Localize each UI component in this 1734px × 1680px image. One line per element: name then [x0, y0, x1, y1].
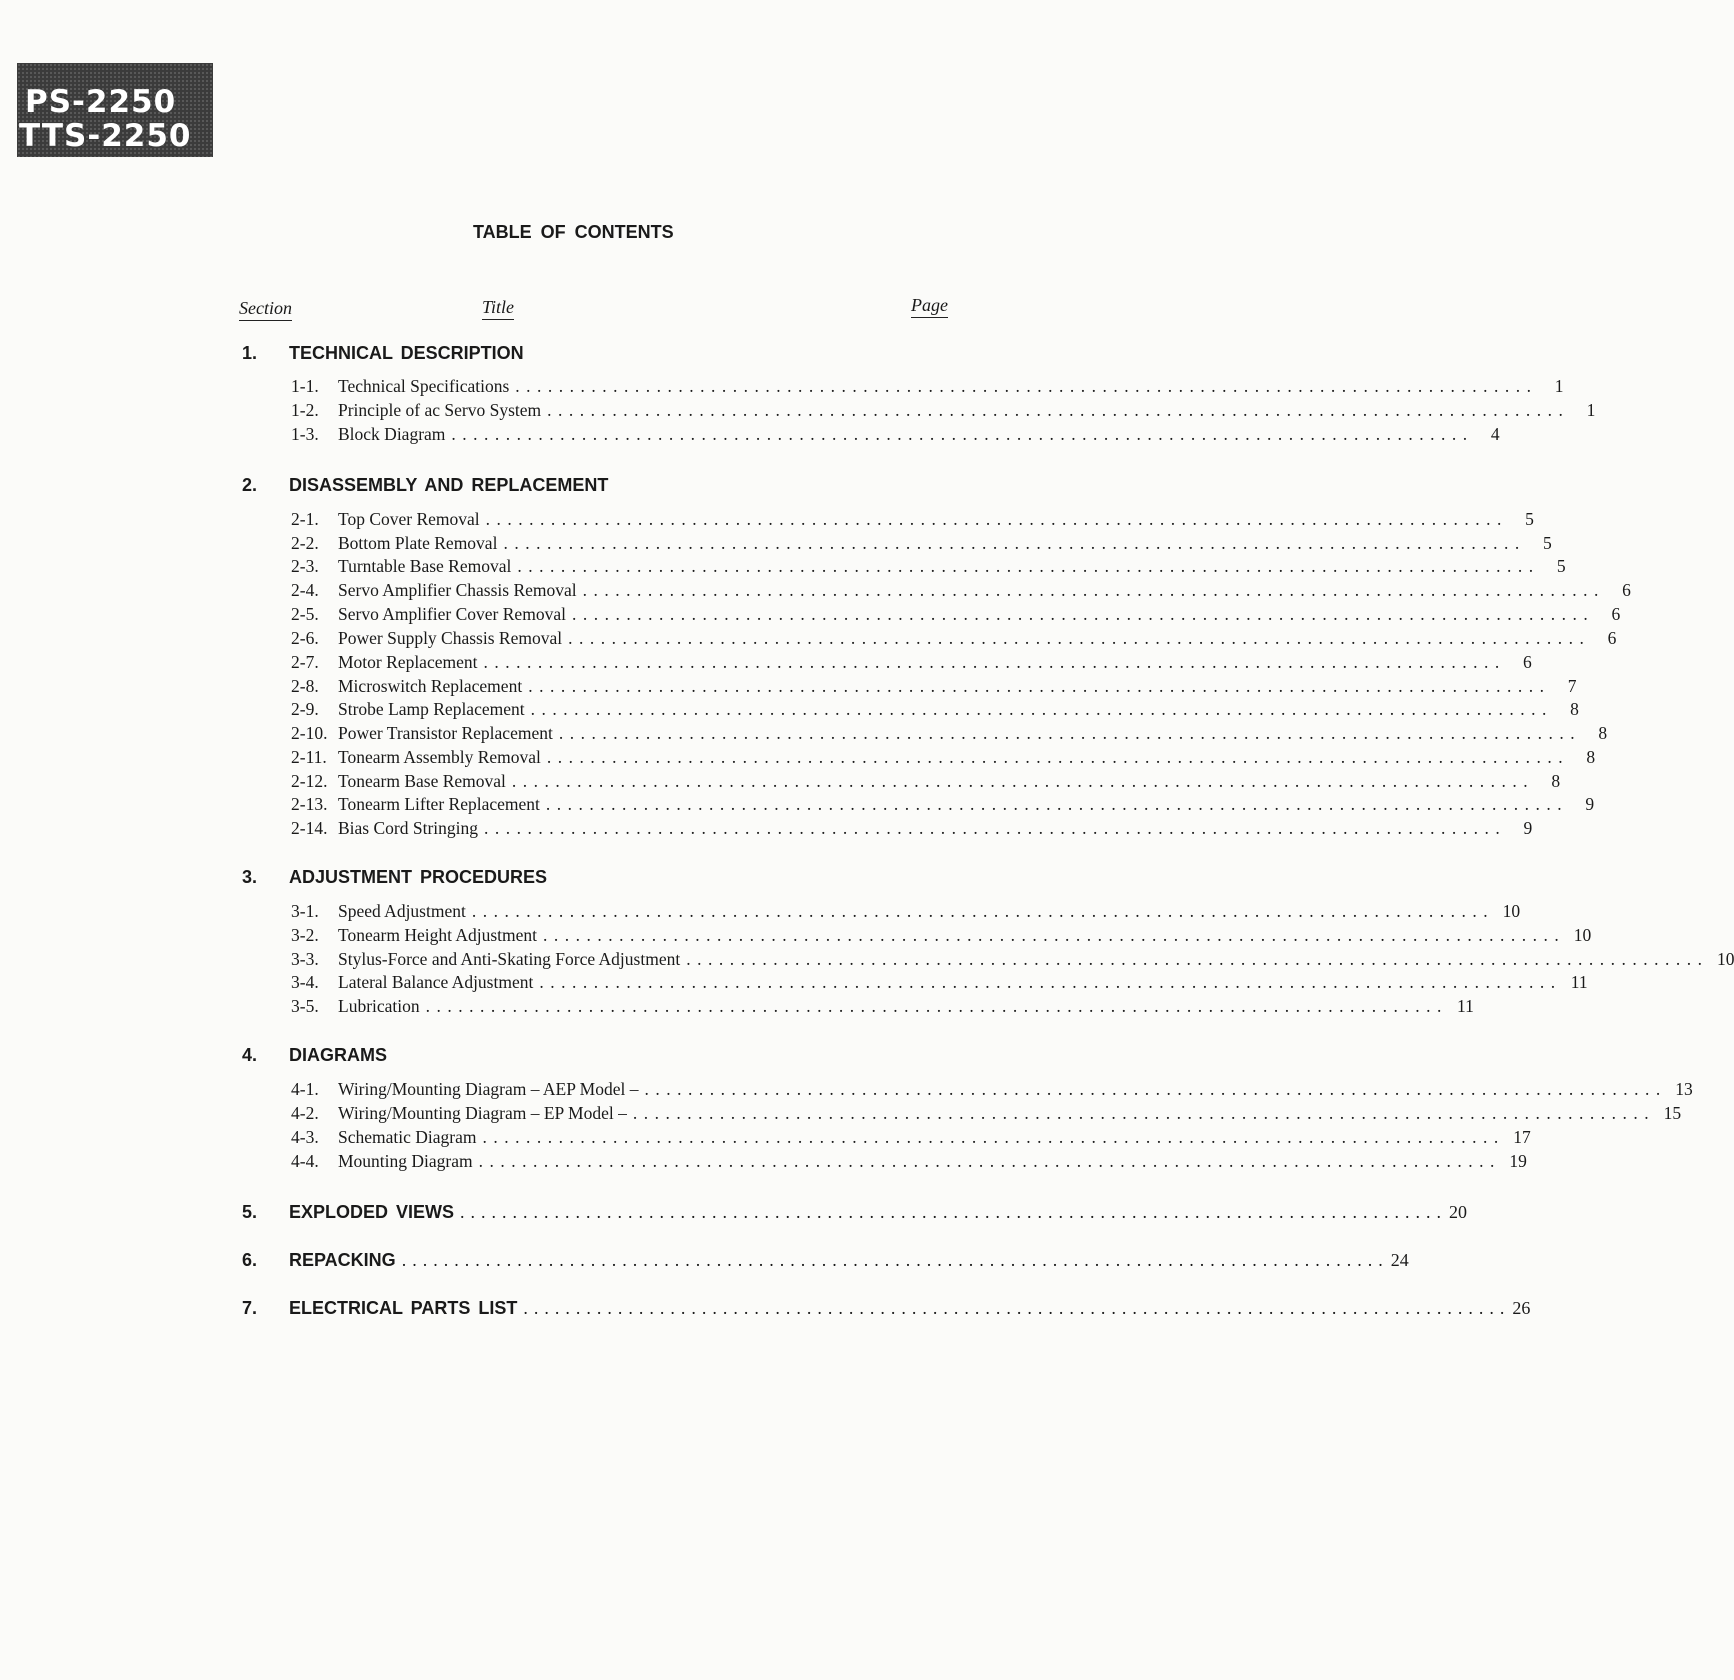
entry-number: 4-2. [291, 1103, 319, 1123]
model-name-tts: TTS-2250 [19, 118, 192, 154]
dot-leader: .............................................................................................. [401, 1250, 1389, 1270]
section-title: DIAGRAMS [289, 1045, 387, 1065]
dot-leader: .............................................................................................. [503, 533, 1526, 553]
entry-number: 4-3. [291, 1127, 319, 1147]
section-heading: 5. EXPLODED VIEWS .............................................................................................. 20 [242, 1202, 960, 1228]
entry-number: 2-9. [291, 699, 319, 719]
dot-leader: .............................................................................................. [478, 1151, 1501, 1171]
page-title: TABLE OF CONTENTS [473, 222, 674, 242]
entry-title: Turntable Base Removal [338, 556, 512, 576]
entry-title: Servo Amplifier Chassis Removal [338, 580, 577, 600]
section-heading [242, 1045, 960, 1071]
dot-leader: .............................................................................................. [515, 376, 1538, 396]
dot-leader: .............................................................................................. [471, 901, 1495, 921]
dot-leader: .............................................................................................. [483, 652, 1506, 672]
entry-page: 6 [1522, 652, 1532, 672]
entry-title: Speed Adjustment [338, 901, 466, 921]
entry-title: Microswitch Replacement [338, 676, 523, 696]
section-heading [242, 343, 960, 369]
entry-title: Wiring/Mounting Diagram – EP Model – [338, 1103, 627, 1123]
entry-page: 15 [1663, 1103, 1682, 1123]
entry-number: 3-5. [291, 996, 319, 1016]
toc-entry [291, 651, 1532, 675]
dot-leader: .............................................................................................. [425, 996, 1448, 1016]
entry-page: 10 [1716, 949, 1734, 969]
entry-page: 11 [1570, 972, 1588, 992]
entry-number: 1-3. [291, 424, 319, 444]
entry-number: 3-1. [291, 901, 319, 921]
dot-leader: .............................................................................................. [460, 1202, 1448, 1222]
entry-page: 6 [1611, 604, 1621, 624]
entry-page: 9 [1523, 818, 1533, 838]
dot-leader: .............................................................................................. [451, 424, 1474, 444]
toc-entry [291, 423, 1500, 447]
entry-page: 10 [1502, 901, 1521, 921]
entry-page: 5 [1556, 556, 1566, 576]
toc-entry [291, 793, 1595, 817]
section-heading [242, 867, 960, 893]
entry-title: Lubrication [338, 996, 420, 1016]
toc-entry [291, 746, 1596, 770]
section-heading: 6. REPACKING .............................................................................................. 24 [242, 1250, 960, 1276]
toc-entry [291, 375, 1564, 399]
entry-number: 2-12. [291, 771, 328, 791]
entry-page: 17 [1513, 1127, 1531, 1147]
entry-page: 8 [1586, 747, 1596, 767]
section-title: REPACKING [289, 1250, 402, 1276]
entry-title: Bias Cord Stringing [338, 818, 479, 838]
entry-number: 1-2. [291, 400, 319, 420]
entry-number: 3-2. [291, 925, 319, 945]
entry-number: 2-11. [291, 747, 327, 767]
toc-entry [291, 971, 1588, 995]
toc-entry [291, 579, 1631, 603]
entry-page: 1 [1554, 376, 1564, 396]
model-badge [17, 63, 213, 157]
toc-entry [291, 627, 1617, 651]
toc-entry [291, 948, 1734, 972]
dot-leader: .............................................................................................. [530, 699, 1553, 719]
entry-title: Schematic Diagram [338, 1127, 477, 1147]
entry-page: 11 [1457, 996, 1474, 1016]
entry-page: 7 [1567, 676, 1577, 696]
entry-title: Tonearm Base Removal [338, 771, 506, 791]
entry-page: 8 [1598, 723, 1608, 743]
entry-title: Motor Replacement [338, 652, 478, 672]
entry-title: Strobe Lamp Replacement [338, 699, 525, 719]
section-number: 2. [242, 475, 258, 495]
entry-title: Block Diagram [338, 424, 446, 444]
section-number: 4. [242, 1045, 258, 1065]
entry-number: 2-4. [291, 580, 319, 600]
entry-title: Principle of ac Servo System [338, 400, 542, 420]
toc-entry [291, 924, 1592, 948]
entry-page: 5 [1542, 533, 1552, 553]
entry-page: 8 [1570, 699, 1579, 719]
entry-page: 13 [1675, 1079, 1693, 1099]
model-name-ps: PS-2250 [25, 84, 177, 120]
dot-leader: .............................................................................................. [546, 747, 1570, 767]
entry-title: Wiring/Mounting Diagram – AEP Model – [338, 1079, 639, 1099]
entry-page: 8 [1551, 771, 1561, 791]
dot-leader: .............................................................................................. [511, 771, 1535, 791]
dot-leader: .............................................................................................. [484, 818, 1507, 838]
dot-leader: .............................................................................................. [644, 1079, 1667, 1099]
dot-leader: .............................................................................................. [543, 925, 1566, 945]
section-heading [242, 475, 960, 501]
section-title: DISASSEMBLY AND REPLACEMENT [289, 475, 609, 495]
entry-title: Top Cover Removal [338, 509, 480, 529]
section-page: 24 [1390, 1250, 1409, 1270]
entry-number: 2-7. [291, 652, 319, 672]
toc-entry [291, 675, 1577, 699]
section-heading: 7. ELECTRICAL PARTS LIST .............................................................................................. 26 [242, 1298, 960, 1324]
entry-page: 6 [1607, 628, 1617, 648]
entry-number: 2-2. [291, 533, 319, 553]
dot-leader: .............................................................................................. [485, 509, 1508, 529]
section-page: 20 [1449, 1202, 1468, 1222]
entry-page: 10 [1573, 925, 1592, 945]
dot-leader: .............................................................................................. [517, 556, 1540, 576]
entry-title: Power Supply Chassis Removal [338, 628, 563, 648]
entry-number: 4-4. [291, 1151, 319, 1171]
toc-entry [291, 399, 1596, 423]
entry-number: 4-1. [291, 1079, 319, 1099]
section-title: TECHNICAL DESCRIPTION [289, 343, 524, 363]
entry-number: 2-13. [291, 794, 328, 814]
column-head-title: Title [482, 297, 514, 320]
section-title: EXPLODED VIEWS [289, 1202, 460, 1228]
dot-leader: .............................................................................................. [582, 580, 1605, 600]
section-number: 1. [242, 343, 258, 363]
dot-leader: .............................................................................................. [686, 949, 1709, 969]
section-number: 3. [242, 867, 258, 887]
entry-title: Tonearm Assembly Removal [338, 747, 541, 767]
entry-number: 3-3. [291, 949, 319, 969]
dot-leader: .............................................................................................. [545, 794, 1569, 814]
entry-title: Power Transistor Replacement [338, 723, 553, 743]
entry-title: Tonearm Height Adjustment [338, 925, 538, 945]
entry-number: 1-1. [291, 376, 319, 396]
toc-entry [291, 508, 1534, 532]
entry-title: Technical Specifications [338, 376, 510, 396]
entry-number: 2-6. [291, 628, 319, 648]
entry-number: 3-4. [291, 972, 319, 992]
entry-title: Lateral Balance Adjustment [338, 972, 534, 992]
entry-page: 9 [1585, 794, 1595, 814]
entry-number: 2-8. [291, 676, 319, 696]
entry-page: 1 [1586, 400, 1596, 420]
entry-page: 5 [1525, 509, 1534, 529]
entry-number: 2-10. [291, 723, 328, 743]
toc-entry [291, 770, 1561, 794]
entry-title: Bottom Plate Removal [338, 533, 498, 553]
dot-leader: .............................................................................................. [568, 628, 1591, 648]
dot-leader: .............................................................................................. [482, 1127, 1505, 1147]
toc-entry [291, 995, 1474, 1019]
entry-number: 2-5. [291, 604, 319, 624]
toc-entry [291, 1126, 1531, 1150]
toc-entry [291, 698, 1579, 722]
toc-entry [291, 603, 1621, 627]
column-head-page: Page [911, 295, 948, 318]
dot-leader: .............................................................................................. [571, 604, 1595, 624]
dot-leader: .............................................................................................. [523, 1298, 1511, 1318]
toc-entry [291, 532, 1552, 556]
dot-leader: .............................................................................................. [558, 723, 1582, 743]
entry-page: 6 [1622, 580, 1631, 600]
entry-title: Stylus-Force and Anti-Skating Force Adjustment [338, 949, 681, 969]
entry-number: 2-1. [291, 509, 319, 529]
toc-entry [291, 1150, 1527, 1174]
entry-page: 4 [1490, 424, 1500, 444]
entry-page: 19 [1509, 1151, 1527, 1171]
toc-entry [291, 1102, 1682, 1126]
dot-leader: .............................................................................................. [632, 1103, 1656, 1123]
dot-leader: .............................................................................................. [528, 676, 1551, 696]
dot-leader: .............................................................................................. [539, 972, 1562, 992]
column-head-section: Section [239, 298, 292, 321]
entry-title: Servo Amplifier Cover Removal [338, 604, 566, 624]
entry-title: Mounting Diagram [338, 1151, 473, 1171]
section-page: 26 [1512, 1298, 1531, 1318]
toc-entry [291, 900, 1521, 924]
entry-number: 2-14. [291, 818, 328, 838]
entry-number: 2-3. [291, 556, 319, 576]
toc-entry [291, 1078, 1693, 1102]
toc-entry [291, 555, 1566, 579]
section-title: ELECTRICAL PARTS LIST [289, 1298, 523, 1324]
entry-title: Tonearm Lifter Replacement [338, 794, 540, 814]
dot-leader: .............................................................................................. [547, 400, 1570, 420]
section-title: ADJUSTMENT PROCEDURES [289, 867, 548, 887]
toc-entry [291, 722, 1608, 746]
toc-entry [291, 817, 1533, 841]
